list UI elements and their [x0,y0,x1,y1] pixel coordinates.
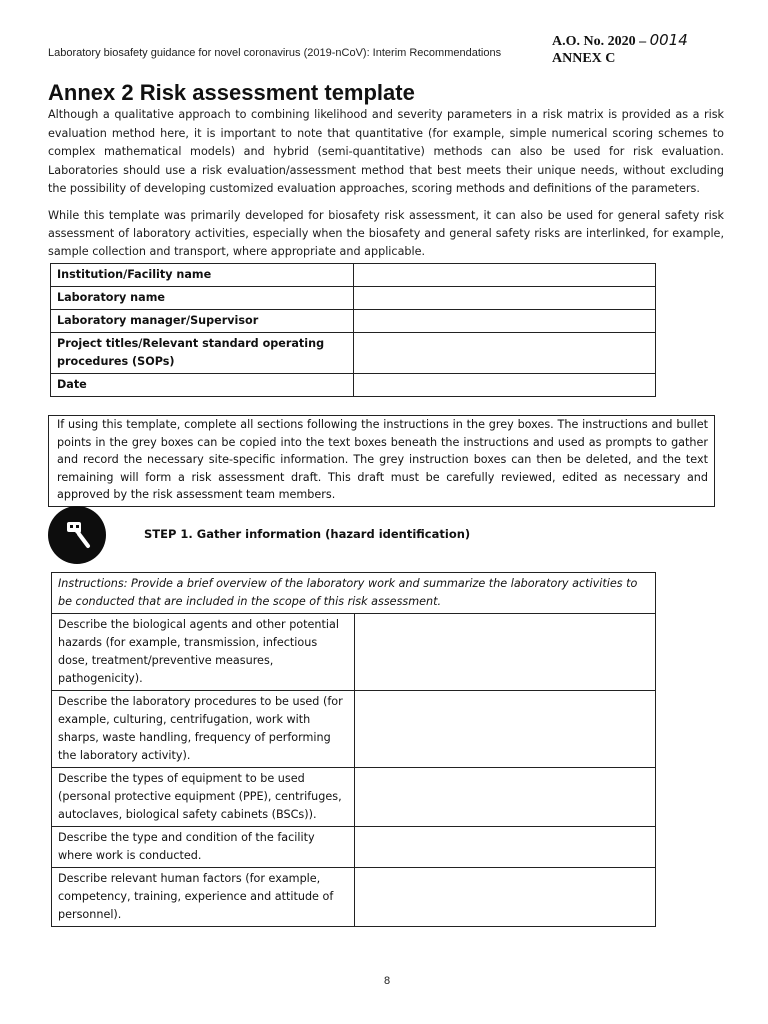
question-cell: Describe the biological agents and other potential hazards (for example, transmission, infectious dose, treatment/preventive measures, pathogenicity). [52,614,355,691]
ao-handwritten-number: 0014 [649,31,688,49]
table-row [52,827,656,868]
laboratory-name-field[interactable] [354,287,656,310]
administrative-order-stamp [552,32,688,67]
institution-name-field[interactable] [354,264,656,287]
intro-paragraph-1: Although a qualitative approach to combining likelihood and severity parameters in a risk matrix is provided as a risk evaluation method here, it is important to note that quantitative (for example, simple numerical scoring schemes to complex mathematical models) and hybrid (semi-quantitative) methods can also be used for risk evaluation. Laboratories should use a risk evaluation/assessment method that best meets their unique needs, without excluding the possibility of developing customized evaluation approaches, scoring methods and definitions of the parameters. [48,108,724,195]
equipment-answer-field[interactable] [355,768,656,827]
magnifier-icon [48,506,106,564]
field-label: Project titles/Relevant standard operating procedures (SOPs) [51,333,354,374]
question-cell: Describe the types of equipment to be used (personal protective equipment (PPE), centrifuges, autoclaves, biological safety cabinets (BSCs)). [52,768,355,827]
field-label: Laboratory manager/Supervisor [51,310,354,333]
table-row [51,333,656,374]
biological-agents-answer-field[interactable] [355,614,656,691]
field-label: Laboratory name [51,287,354,310]
facility-info-table [50,263,656,397]
table-row [52,691,656,768]
field-label: Date [51,374,354,397]
table-row [51,287,656,310]
question-cell: Describe the type and condition of the facility where work is conducted. [52,827,355,868]
table-row [52,868,656,927]
question-cell: Describe the laboratory procedures to be used (for example, culturing, centrifugation, work with sharps, waste handling, frequency of performing the laboratory activity). [52,691,355,768]
human-factors-answer-field[interactable] [355,868,656,927]
instruction-row [52,573,656,614]
page-number: 8 [384,975,391,987]
intro-paragraph-2: While this template was primarily developed for biosafety risk assessment, it can also be used for general safety risk assessment of laboratory activities, especially when the biosafety and general safety risks are interlinked, for example, sample collection and transport, where appropriate and applicable. [48,209,724,258]
facility-condition-answer-field[interactable] [355,827,656,868]
step-1-heading: STEP 1. Gather information (hazard identification) [144,527,471,541]
question-cell: Describe relevant human factors (for example, competency, training, experience and attitude of personnel). [52,868,355,927]
table-row [51,374,656,397]
step-1-instructions: Instructions: Provide a brief overview of the laboratory work and summarize the laboratory activities to be conducted that are included in the scope of this risk assessment. [52,573,656,614]
field-label: Institution/Facility name [51,264,354,287]
date-field[interactable] [354,374,656,397]
table-row [52,768,656,827]
table-row [51,264,656,287]
project-titles-field[interactable] [354,333,656,374]
step-1-table [51,572,656,927]
laboratory-manager-field[interactable] [354,310,656,333]
table-row [51,310,656,333]
ao-number: A.O. No. 2020 – [552,34,650,49]
laboratory-procedures-answer-field[interactable] [355,691,656,768]
annex-label: ANNEX C [552,51,616,66]
template-instructions-box: If using this template, complete all sections following the instructions in the grey boxes. The instructions and bullet points in the grey boxes can be copied into the text boxes beneath the instructions and used as prompts to gather and record the necessary site-specific information. The grey instruction boxes can then be deleted, and the text remaining will form a risk assessment draft. This draft must be carefully reviewed, edited as necessary and approved by the risk assessment team members. [48,415,715,507]
page-title: Annex 2 Risk assessment template [48,80,415,105]
table-row [52,614,656,691]
running-header: Laboratory biosafety guidance for novel coronavirus (2019-nCoV): Interim Recommendations [48,47,502,59]
